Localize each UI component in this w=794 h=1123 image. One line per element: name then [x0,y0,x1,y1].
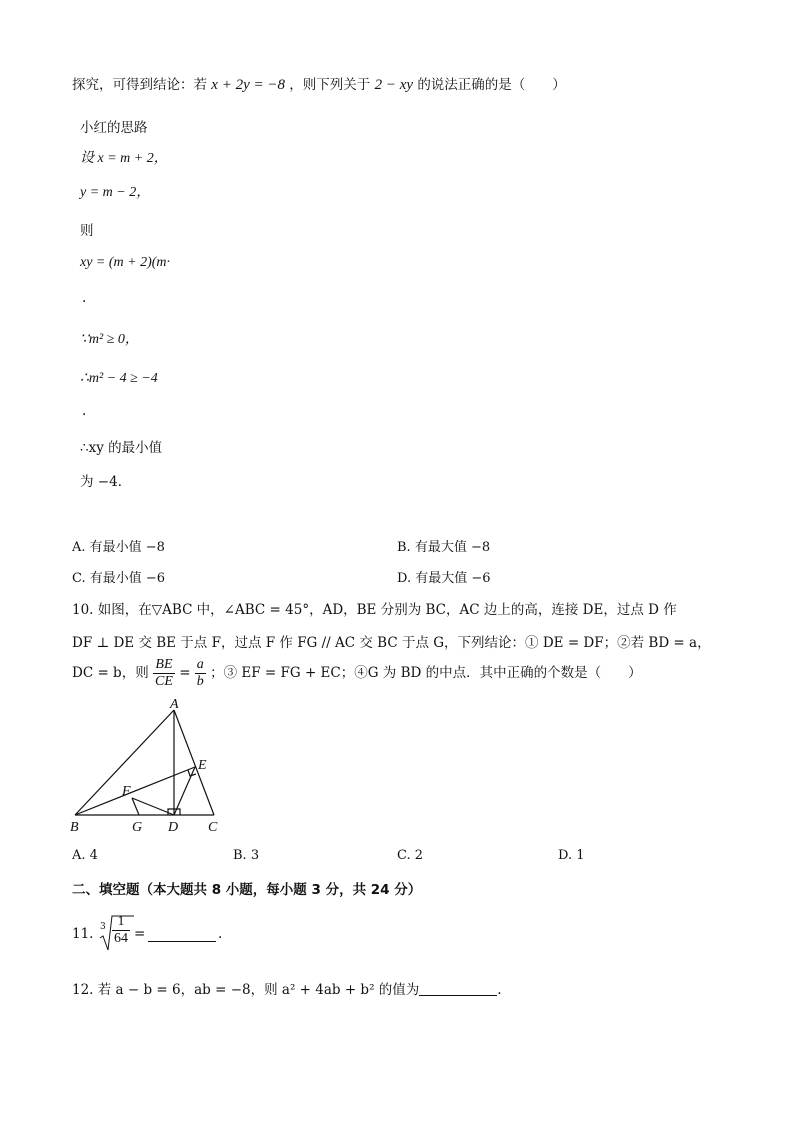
segment-ab [75,710,174,815]
work-line-4: xy = (m + 2)(m· [80,255,171,270]
q10-option-c[interactable]: C. 2 [397,848,424,863]
q10-fraction-be-ce [153,657,175,690]
q12-text: 12. 若 a − b = 6，ab = −8，则 a² + 4ab + b² 的值为 [72,982,420,998]
work-line-8: . [82,403,87,419]
q9-option-c[interactable]: C. 有最小值 −6 [72,571,166,586]
work-line-6: ∵m² ≥ 0， [80,332,139,347]
intro-tail: 的说法正确的是（ ） [417,77,566,93]
q10-option-a[interactable]: A. 4 [72,848,98,863]
q10-frac2-den: b [196,674,204,689]
q10-frac1-den: CE [155,674,173,689]
q12-end: . [497,982,502,998]
q9-option-a[interactable]: A. 有最小值 −8 [72,540,165,555]
label-f: F [122,784,131,799]
q11-root-index: 3 [100,922,106,932]
q11-answer-blank[interactable] [148,927,216,942]
intro-condition: x + 2y = −8 [211,77,285,93]
label-b: B [70,820,79,835]
q10-frac2-num: a [196,657,204,672]
work-line-10: 为 −4． [80,474,132,490]
q10-line-3a: DC = b，则 [72,665,149,681]
q10-triangle-figure [62,698,232,838]
label-c: C [208,820,218,835]
work-line-3: 则 [80,223,94,239]
label-a: A [170,698,179,712]
q10-option-d[interactable]: D. 1 [558,848,585,863]
q10-line-3 [72,656,642,690]
intro-expression: 2 − xy [374,77,414,93]
segment-ac [174,710,214,815]
work-line-2: y = m − 2， [80,185,151,200]
q10-fraction-a-b [195,657,206,690]
q11-fraction [112,914,130,947]
q9-option-b[interactable]: B. 有最大值 −8 [397,540,491,555]
q10-equals: = [179,665,191,681]
q12-answer-blank[interactable] [419,981,497,996]
work-line-5: . [82,290,87,306]
intro-middle: ，则下列关于 [289,77,371,93]
label-g: G [132,820,143,835]
work-line-9: ∴xy 的最小值 [80,440,163,456]
label-e: E [198,758,207,773]
q12 [72,978,502,998]
q11-end: . [218,926,223,942]
section-2-heading: 二、填空题（本大题共 8 小题，每小题 3 分，共 24 分） [72,882,422,898]
intro-line [72,73,566,94]
q11-equals: = [134,926,146,942]
work-line-1: 设 x = m + 2， [80,151,168,166]
q10-frac1-num: BE [153,657,175,674]
label-d: D [168,820,179,835]
q11-number: 11. [72,926,94,942]
q11-frac-num: 1 [112,914,130,931]
q11-frac-den: 64 [114,931,128,946]
intro-lead: 探究，可得到结论：若 [72,77,207,93]
q10-option-b[interactable]: B. 3 [233,848,260,863]
q10-line-3b: ；③ EF = FG + EC；④G 为 BD 的中点．其中正确的个数是（ ） [210,665,642,681]
q10-line-1: 10. 如图，在▽ABC 中，∠ABC = 45°，AD，BE 分别为 BC，AC 边上的高，连接 DE，过点 D 作 [72,602,677,618]
q10-line-2: DF ⊥ DE 交 BE 于点 F，过点 F 作 FG // AC 交 BC 于点 G，下列结论：① DE = DF；②若 BD = a， [72,635,711,651]
work-title: 小红的思路 [80,120,148,136]
q9-option-d[interactable]: D. 有最大值 −6 [397,571,491,586]
work-line-7: ∴m² − 4 ≥ −4 [80,371,158,386]
